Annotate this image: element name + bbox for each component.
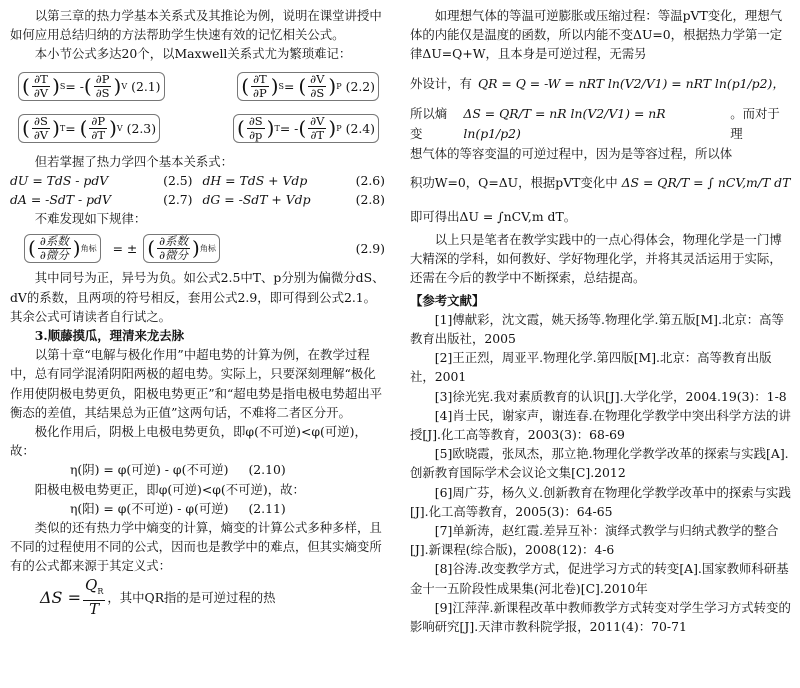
- paragraph: 以上只是笔者在教学实践中的一点心得体会，物理化学是一门博大精深的学科，如何教好、学好物理化学，并将其灵活运用于实际，还需在今后的教学中不断探索，总结提高。: [410, 232, 782, 286]
- paragraph: 极化作用后，阴极上电极电势更负，即φ(不可逆)<φ(可逆)，故：: [10, 424, 367, 459]
- paragraph: 但若掌握了热力学四个基本关系式：: [34, 153, 234, 169]
- paragraph: 以第三章的热力学基本关系式及其推论为例，说明在课堂讲授中如何应用总结归纳的方法帮助学生快速有效的记忆相关公式。: [10, 8, 382, 43]
- paragraph: 本小节公式多达20个，以Maxwell关系式尤为繁琐难记：: [34, 46, 352, 62]
- formula-2-9: ( $\frac{\text{∂系数}}{\text{∂微分}}$ ) 角标 = ± ( $\frac{\text{∂系数}}{\text{∂微分}}$ ) 角标 (2.9): [24, 228, 385, 268]
- formula-line: 所以熵变 ΔS = QR/T = nR ln(V2/V1) = nR ln(p1/p2) 。而对于理: [410, 106, 780, 141]
- paragraph: 类似的还有热力学中熵变的计算，熵变的计算公式多种多样，且不同的过程使用不同的公式，因而也是教学中的难点，但其实熵变所有的公式都来源于其定义式：: [10, 520, 382, 574]
- reference-list: [410, 310, 792, 636]
- entropy-definition: ΔS = $\frac{Q_R}{T}$ ，其中QR指的是可逆过程的热: [40, 576, 276, 619]
- formula-2-3: ( $\frac{\partial S}{\partial V}$ ) T = ( $\frac{\partial P}{\partial T}$ ) V (2.3): [18, 114, 160, 143]
- paragraph: 即可得出ΔU = ∫nCV,m dT。: [410, 208, 577, 224]
- formula-2-10: η(阴) = φ(可逆) - φ(不可逆) (2.10): [70, 462, 286, 478]
- paragraph: 想气体的等容变温的可逆过程中，因为是等容过程，所以体: [410, 145, 733, 161]
- reference-item: [3]徐光宪.我对素质教育的认识[J].大学化学，2004.19(3)：1-8: [434, 388, 787, 404]
- left-column: [10, 6, 385, 620]
- reference-item: [8]谷涛.改变教学方式，促进学习方式的转变[A].国家教师科研基金十一五阶段性成果集(河北卷)[C].2010年: [410, 561, 789, 596]
- paragraph: 阳极电极电势更正，即φ(可逆)<φ(不可逆)，故：: [34, 481, 305, 497]
- reference-item: [7]单新涛，赵红霞.差异互补：演绎式教学与归纳式教学的整合[J].新课程(综合版)，2008(12)：4-6: [410, 523, 779, 558]
- paragraph: 以第十章“电解与极化作用”中超电势的计算为例，在教学过程中，总有同学混淆阴阳两极的超电势。实际上，只要深刻理解“极化作用使阴极电势更负，阳极电势更正”和“超电势是指电极电势超出平衡态的差值，其结果总为正值”这两句话，不难将二者区分开。: [10, 347, 382, 420]
- paragraph: 其中同号为正，异号为负。如公式2.5中T、p分别为偏微分dS、dV的系数，且两项的符号相反，套用公式2.9，即可得到公式2.1。其余公式可请读者自行试之。: [10, 270, 385, 324]
- reference-item: [5]欧晓霞，张凤杰，那立艳.物理化学教学改革的探索与实践[A].创新教育国际学术会议论文集[C].2012: [410, 446, 789, 481]
- formula-2-4: ( $\frac{\partial S}{\partial p}$ ) T = - ( $\frac{\partial V}{\partial T}$ ) P (2.4): [233, 114, 379, 143]
- formula-2-1: ( $\frac{\partial T}{\partial V}$ ) S = - ( $\frac{\partial P}{\partial S}$ ) V (2.1): [18, 72, 165, 101]
- formula-line: 积功W=0，Q=ΔU，根据pVT变化中 ΔS = QR/T = ∫ nCV,m/T dT: [410, 175, 791, 191]
- right-column: [410, 6, 792, 636]
- reference-item: [6]周广芬，杨久义.创新教育在物理化学教学改革中的探索与实践[J].化工高等教育，2005(3)：64-65: [410, 484, 791, 519]
- reference-item: [9]江萍萍.新课程改革中教师教学方式转变对学生学习方式转变的影响研究[J].天津市教科院学报，2011(4)：70-71: [410, 599, 791, 635]
- basic-relations: dU = TdS - pdV (2.5) dH = TdS + Vdp (2.6) dA = -SdT - pdV (2.7) dG = -SdT + Vdp (2.8): [10, 172, 385, 208]
- reference-item: [1]傅献彩，沈文霞，姚天扬等.物理化学.第五版[M].北京：高等教育出版社，2005: [410, 311, 784, 347]
- formula-2-2: ( $\frac{\partial T}{\partial P}$ ) S = ( $\frac{\partial V}{\partial S}$ ) P (2.2): [237, 72, 379, 101]
- paragraph: 不难发现如下规律：: [34, 211, 147, 227]
- paragraph: 如理想气体的等温可逆膨胀或压缩过程：等温pVT变化，理想气体的内能仅是温度的函数，所以内能不变ΔU=0，根据热力学第一定律ΔU=Q+W，且本身是可逆过程，无需另: [410, 8, 783, 62]
- section-heading: 3.顺藤摸瓜，理清来龙去脉: [34, 328, 185, 344]
- reference-item: [4]肖士民，谢家声，谢连春.在物理化学教学中突出科学方法的讲授[J].化工高等教育，2003(3)：68-69: [410, 407, 791, 443]
- formula-line: 外设计，有 QR = Q = -W = nRT ln(V2/V1) = nRT ln(p1/p2)，: [410, 76, 785, 91]
- reference-item: [2]王正烈，周亚平.物理化学.第四版[M].北京：高等教育出版社，2001: [410, 350, 772, 385]
- formula-2-11: η(阳) = φ(不可逆) - φ(可逆) (2.11): [70, 500, 286, 516]
- references-heading: 【参考文献】: [410, 292, 485, 308]
- maxwell-relations: [18, 66, 385, 150]
